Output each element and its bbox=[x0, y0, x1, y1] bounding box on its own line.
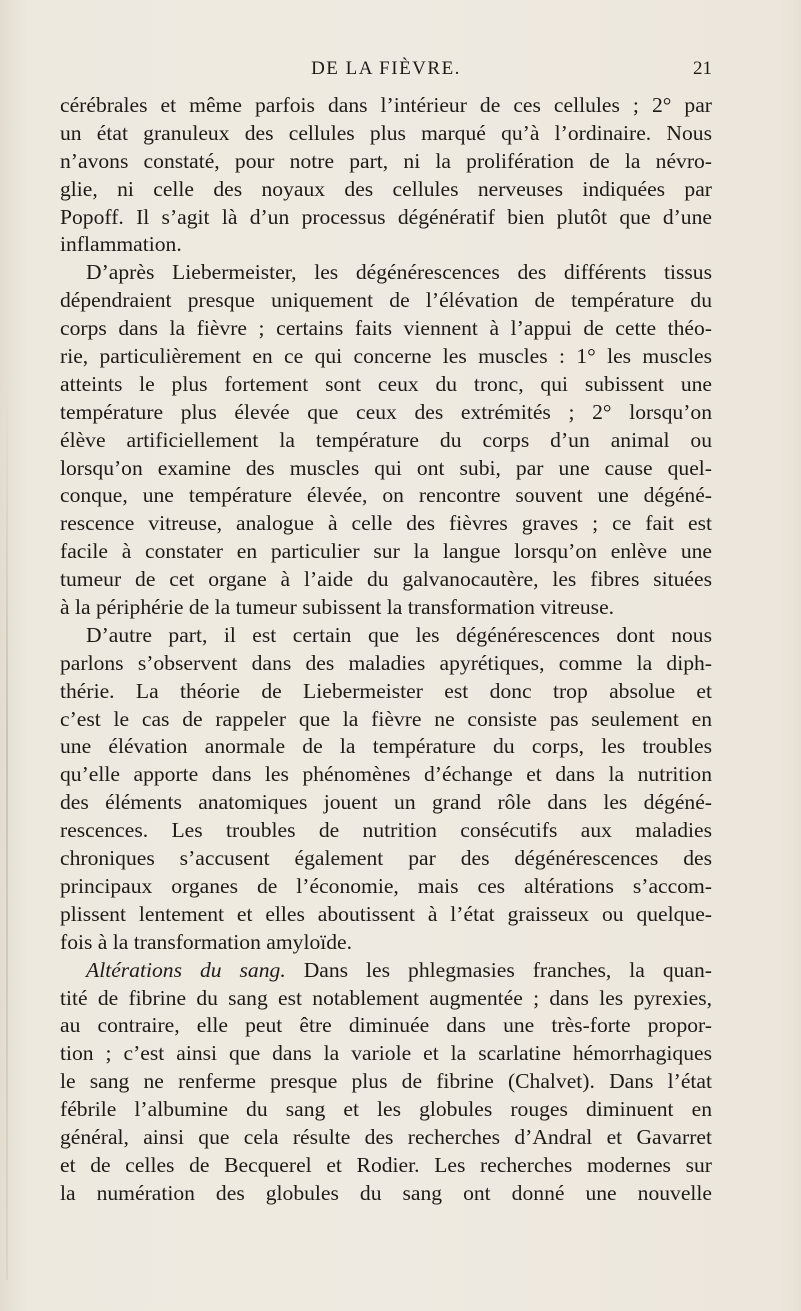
page-number: 21 bbox=[693, 58, 712, 79]
text-line: tumeur de cet organe à l’aide du galvanocautère, les fibres situées bbox=[60, 567, 712, 592]
body-text bbox=[60, 92, 712, 1208]
text-line: corps dans la fièvre ; certains faits viennent à l’appui de cette théo- bbox=[60, 316, 712, 341]
text-line: un état granuleux des cellules plus marqué qu’à l’ordinaire. Nous bbox=[60, 120, 712, 145]
section-heading-rest: Dans les phlegmasies franches, la quan- bbox=[285, 957, 712, 982]
text-line: glie, ni celle des noyaux des cellules nerveuses indiquées par bbox=[60, 176, 712, 201]
text-line: fois à la transformation amyloïde. bbox=[60, 929, 353, 954]
text-line: la numération des globules du sang ont donné une nouvelle bbox=[60, 1180, 712, 1205]
text-line: rie, particulièrement en ce qui concerne les muscles : 1° les muscles bbox=[60, 344, 712, 369]
text-line: rescences. Les troubles de nutrition consécutifs aux maladies bbox=[60, 818, 712, 843]
running-title: DE LA FIÈVRE. bbox=[311, 58, 461, 79]
section-heading: Altérations du sang. bbox=[86, 957, 286, 982]
section-heading-line bbox=[60, 957, 712, 985]
text-line: conque, une température élevée, on rencontre souvent une dégéné- bbox=[60, 483, 712, 508]
text-line: atteints le plus fortement sont ceux du tronc, qui subissent une bbox=[60, 371, 712, 396]
text-line: tité de fibrine du sang est notablement augmentée ; dans les pyrexies, bbox=[60, 985, 712, 1010]
text-line: au contraire, elle peut être diminuée dans une très-forte propor- bbox=[60, 1013, 712, 1038]
text-line: rescence vitreuse, analogue à celle des fièvres graves ; ce fait est bbox=[60, 511, 712, 536]
text-line: lorsqu’on examine des muscles qui ont subi, par une cause quel- bbox=[60, 455, 712, 480]
text-line: chroniques s’accusent également par des dégénérescences des bbox=[60, 846, 712, 871]
text-line: tion ; c’est ainsi que dans la variole et la scarlatine hémorrhagiques bbox=[60, 1041, 712, 1066]
text-line: le sang ne renferme presque plus de fibrine (Chalvet). Dans l’état bbox=[60, 1069, 712, 1094]
text-line: général, ainsi que cela résulte des recherches d’Andral et Gavarret bbox=[60, 1124, 712, 1149]
paragraph-start-line: D’autre part, il est certain que les dégénérescences dont nous bbox=[86, 622, 712, 647]
text-line: Popoff. Il s’agit là d’un processus dégénératif bien plutôt que d’une bbox=[60, 204, 712, 229]
text-line: c’est le cas de rappeler que la fièvre ne consiste pas seulement en bbox=[60, 706, 712, 731]
text-line: température plus élevée que ceux des extrémités ; 2° lorsqu’on bbox=[60, 399, 712, 424]
text-line: parlons s’observent dans des maladies apyrétiques, comme la diph- bbox=[60, 650, 712, 675]
paragraph-start-line: D’après Liebermeister, les dégénérescences des différents tissus bbox=[86, 260, 712, 285]
text-line: thérie. La théorie de Liebermeister est donc trop absolue et bbox=[60, 678, 712, 703]
text-line: et de celles de Becquerel et Rodier. Les recherches modernes sur bbox=[60, 1152, 712, 1177]
text-line: une élévation anormale de la température du corps, les troubles bbox=[60, 734, 712, 759]
text-line: des éléments anatomiques jouent un grand rôle dans les dégéné- bbox=[60, 790, 712, 815]
text-line: n’avons constaté, pour notre part, ni la prolifération de la névro- bbox=[60, 148, 712, 173]
text-line: plissent lentement et elles aboutissent à l’état graisseux ou quelque- bbox=[60, 901, 712, 926]
scan-shadow bbox=[6, 380, 8, 1280]
text-line: élève artificiellement la température du corps d’un animal ou bbox=[60, 427, 712, 452]
page-header bbox=[60, 58, 712, 82]
text-line: facile à constater en particulier sur la langue lorsqu’on enlève une bbox=[60, 539, 712, 564]
text-line: dépendraient presque uniquement de l’élévation de température du bbox=[60, 288, 712, 313]
text-line: fébrile l’albumine du sang et les globules rouges diminuent en bbox=[60, 1097, 712, 1122]
text-line: principaux organes de l’économie, mais ces altérations s’accom- bbox=[60, 873, 712, 898]
text-line: à la périphérie de la tumeur subissent la transformation vitreuse. bbox=[60, 595, 615, 620]
text-line: qu’elle apporte dans les phénomènes d’échange et dans la nutrition bbox=[60, 762, 712, 787]
text-line: cérébrales et même parfois dans l’intérieur de ces cellules ; 2° par bbox=[60, 93, 712, 117]
text-line: inflammation. bbox=[60, 232, 182, 257]
